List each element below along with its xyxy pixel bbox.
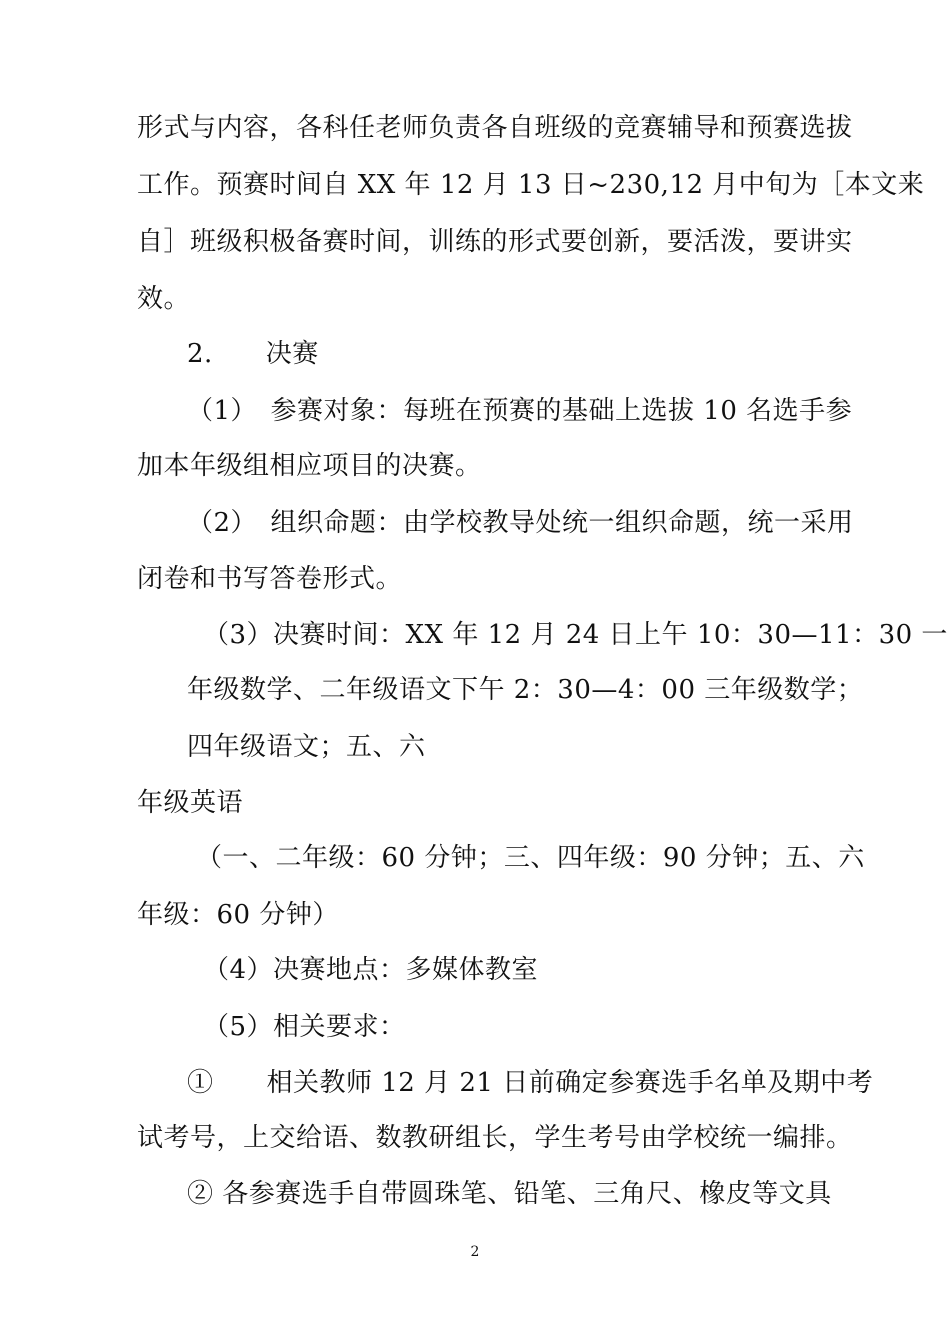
paragraph-line: ① 相关教师 12 月 21 日前确定参赛选手名单及期中考: [187, 1068, 874, 1098]
paragraph-line: （1） 参赛对象：每班在预赛的基础上选拔 10 名选手参: [187, 396, 853, 426]
paragraph-line: （4）决赛地点：多媒体教室: [203, 955, 539, 985]
paragraph-line: 工作。预赛时间自 XX 年 12 月 13 日~230,12 月中旬为［本文来: [137, 170, 925, 200]
section-heading: 2. 决赛: [187, 339, 319, 369]
paragraph-line: 加本年级组相应项目的决赛。: [137, 451, 482, 481]
paragraph-line: （3）决赛时间：XX 年 12 月 24 日上午 10：30—11：30 一: [203, 620, 948, 650]
paragraph-line: （5）相关要求：: [203, 1012, 406, 1042]
paragraph-line: 年级英语: [137, 788, 244, 818]
paragraph-line: 四年级语文；五、六: [187, 732, 426, 762]
paragraph-line: 试考号，上交给语、数教研组长，学生考号由学校统一编排。: [137, 1123, 853, 1153]
paragraph-line: 形式与内容，各科任老师负责各自班级的竞赛辅导和预赛选拔: [137, 113, 853, 143]
paragraph-line: 自］班级积极备赛时间，训练的形式要创新，要活泼，要讲实: [137, 227, 853, 257]
paragraph-line: （一、二年级：60 分钟；三、四年级：90 分钟；五、六: [196, 843, 865, 873]
paragraph-line: 闭卷和书写答卷形式。: [137, 564, 403, 594]
paragraph-line: ② 各参赛选手自带圆珠笔、铅笔、三角尺、橡皮等文具: [187, 1179, 832, 1209]
page-number: 2: [470, 1244, 480, 1260]
paragraph-line: 年级数学、二年级语文下午 2：30—4：00 三年级数学；: [187, 675, 864, 705]
paragraph-line: 效。: [137, 284, 191, 314]
paragraph-line: 年级：60 分钟）: [137, 900, 339, 930]
paragraph-line: （2） 组织命题：由学校教导处统一组织命题，统一采用: [187, 508, 854, 538]
